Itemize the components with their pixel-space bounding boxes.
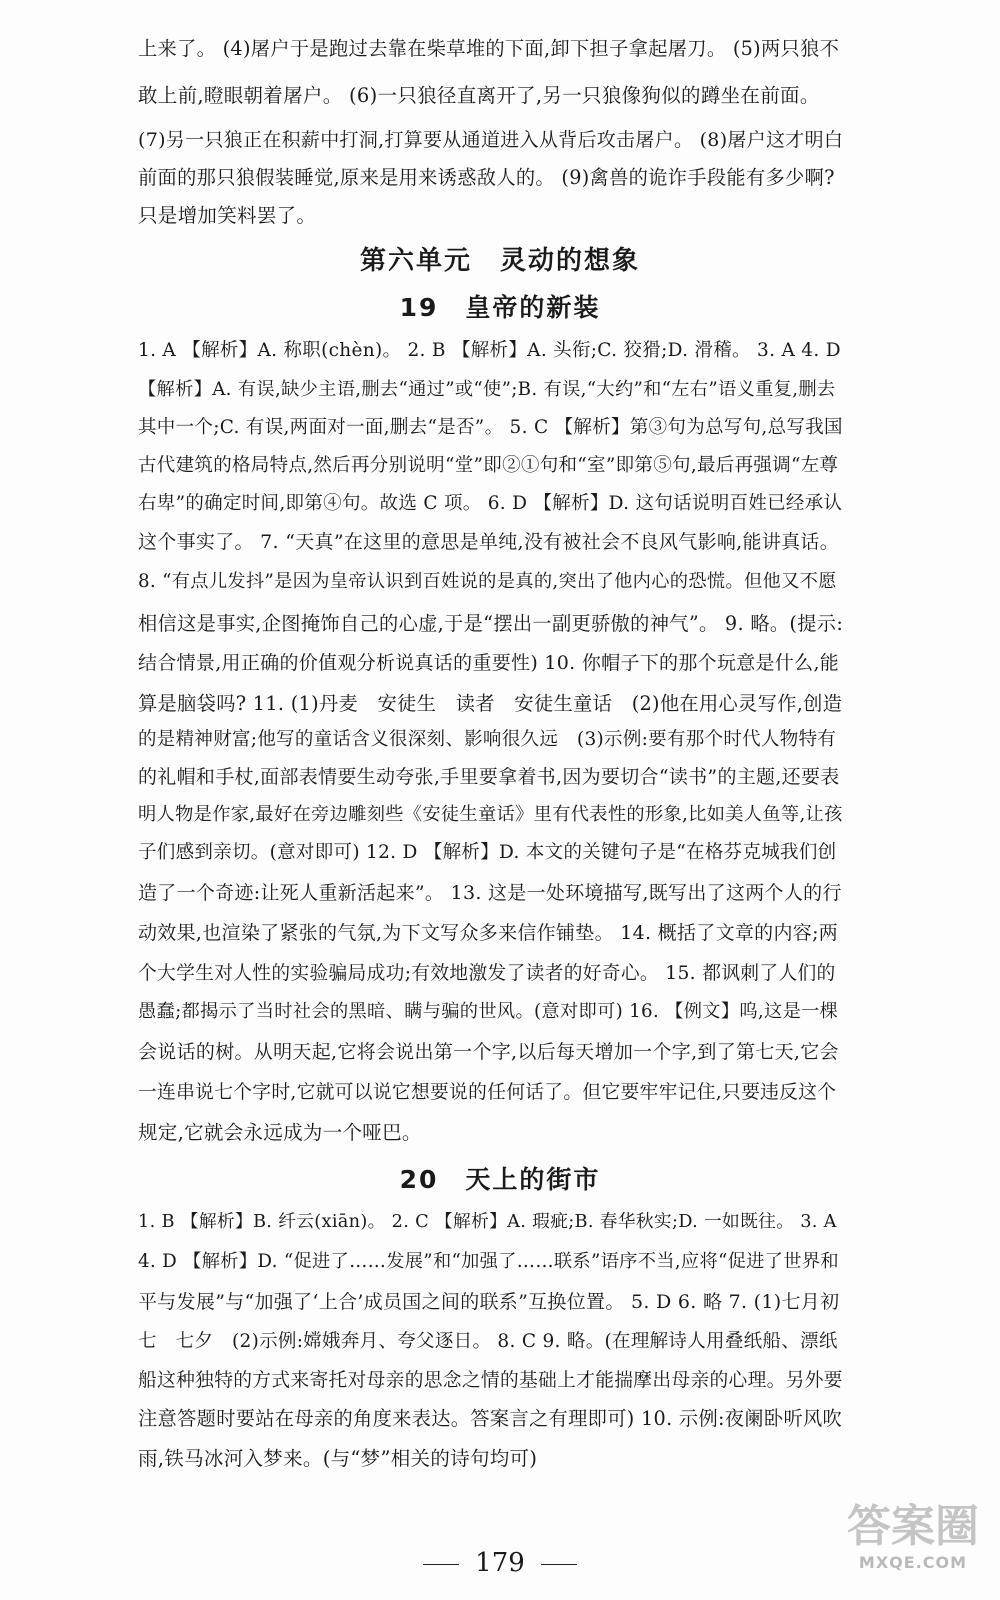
text-line: 七 七夕 (2)示例:嫦娥奔月、夸父逐日。 8. C 9. 略。(在理解诗人用叠纸船、漂纸 — [138, 1331, 838, 1352]
text-line: 的礼帽和手杖,面部表情要生动夸张,手里要拿着书,因为要切合“读书”的主题,还要表 — [138, 766, 840, 788]
text-line: 右卑”的确定时间,即第④句。故选 C 项。 6. D 【解析】D. 这句话说明百姓已经承认 — [138, 493, 843, 514]
page-number-dash-right — [541, 1564, 577, 1565]
lesson-title-19: 19 皇帝的新装 — [399, 293, 601, 322]
text-line: 平与发展”与“加强了‘上合’成员国之间的联系”互换位置。 5. D 6. 略 7. (1)七月初 — [138, 1291, 840, 1313]
text-line: 算是脑袋吗? 11. (1)丹麦 安徒生 读者 安徒生童话 (2)他在用心灵写作,创造 — [138, 692, 843, 715]
text-line: 古代建筑的格局特点,然后再分别说明“堂”即②①句和“室”即第⑤句,最后再强调“左尊 — [138, 455, 839, 476]
watermark-bottom-text: MXQE.COM — [858, 1553, 968, 1572]
text-line: 雨,铁马冰河入梦来。(与“梦”相关的诗句均可) — [138, 1447, 538, 1470]
text-line: (7)另一只狼正在积薪中打洞,打算要从通道进入从背后攻击屠户。 (8)屠户这才明白 — [138, 129, 844, 151]
page-number-dash-left — [423, 1564, 459, 1565]
text-line: 上来了。 (4)屠户于是跑过去靠在柴草堆的下面,卸下担子拿起屠刀。 (5)两只狼不 — [138, 37, 840, 60]
text-line: 会说话的树。从明天起,它将会说出第一个字,以后每天增加一个字,到了第七天,它会 — [138, 1041, 839, 1063]
text-line: 4. D 【解析】D. “促进了……发展”和“加强了……联系”语序不当,应将“促进了世界和 — [138, 1251, 839, 1272]
text-line: 造了一个奇迹:让死人重新活起来”。 13. 这是一处环境描写,既写出了这两个人的行 — [138, 882, 842, 904]
text-line: 【解析】A. 有误,缺少主语,删去“通过”或“使”;B. 有误,“大约”和“左右”语义重复,删去 — [138, 379, 836, 400]
page-number-value: 179 — [475, 1548, 525, 1578]
text-line: 一连串说七个字时,它就可以说它想要说的任何话了。但它要牢牢记住,只要违反这个 — [138, 1082, 837, 1103]
text-line: 这个事实了。 7. “天真”在这里的意思是单纯,没有被社会不良风气影响,能讲真话。 — [138, 531, 840, 553]
text-line: 1. A 【解析】A. 称职(chèn)。 2. B 【解析】A. 头衔;C. 狡猾;D. 滑稽。 3. A 4. D — [138, 340, 841, 361]
text-line: 子们感到亲切。(意对即可) 12. D 【解析】D. 本文的关键句子是“在格芬克城我们创 — [138, 842, 837, 863]
watermark-top-text: 答案圈 — [847, 1501, 979, 1552]
watermark-logo — [838, 1501, 988, 1596]
text-line: 其中一个;C. 有误,两面对一面,删去“是否”。 5. C 【解析】第③句为总写句,总写我国 — [138, 417, 843, 438]
text-line: 1. B 【解析】B. 纤云(xiān)。 2. C 【解析】A. 瑕疵;B. 春华秋实;D. 一如既往。 3. A — [138, 1212, 837, 1232]
text-line: 前面的那只狼假装睡觉,原来是用来诱惑敌人的。 (9)禽兽的诡诈手段能有多少啊? — [138, 166, 835, 189]
text-line: 结合情景,用正确的价值观分析说真话的重要性) 10. 你帽子下的那个玩意是什么,能 — [138, 652, 840, 674]
text-line: 个大学生对人性的实验骗局成功;有效地激发了读者的好奇心。 15. 都讽刺了人们的 — [138, 963, 836, 984]
text-line: 注意答题时要站在母亲的角度来表达。答案言之有理即可) 10. 示例:夜阑卧听风吹 — [138, 1407, 843, 1430]
text-line: 的是精神财富;他写的童话含义很深刻、影响很久远 (3)示例:要有那个时代人物特有 — [138, 729, 837, 750]
text-line: 船这种独特的方式来寄托对母亲的思念之情的基础上才能揣摩出母亲的心理。另外要 — [138, 1370, 843, 1391]
text-line: 明人物是作家,最好在旁边雕刻些《安徒生童话》里有代表性的形象,比如美人鱼等,让孩 — [138, 804, 843, 825]
lesson-title-20: 20 天上的街市 — [399, 1165, 601, 1194]
text-line: 相信这是事实,企图掩饰自己的心虚,于是“摆出一副更骄傲的神气”。 9. 略。(提示: — [138, 612, 844, 635]
text-line: 规定,它就会永远成为一个哑巴。 — [138, 1121, 422, 1144]
unit-title: 第六单元 灵动的想象 — [359, 246, 640, 276]
text-line: 8. “有点儿发抖”是因为皇帝认识到百姓说的是真的,突出了他内心的恐慌。但他又不愿 — [138, 571, 837, 592]
text-line: 敢上前,瞪眼朝着屠户。 (6)一只狼径直离开了,另一只狼像狗似的蹲坐在前面。 — [138, 84, 820, 107]
text-line: 愚蠢;都揭示了当时社会的黑暗、瞒与骗的世风。(意对即可) 16. 【例文】呜,这是一棵 — [138, 1001, 839, 1022]
text-line: 动效果,也渲染了紧张的气氛,为下文写众多来信作铺垫。 14. 概括了文章的内容;两 — [138, 922, 839, 944]
text-line: 只是增加笑料罢了。 — [138, 204, 317, 227]
